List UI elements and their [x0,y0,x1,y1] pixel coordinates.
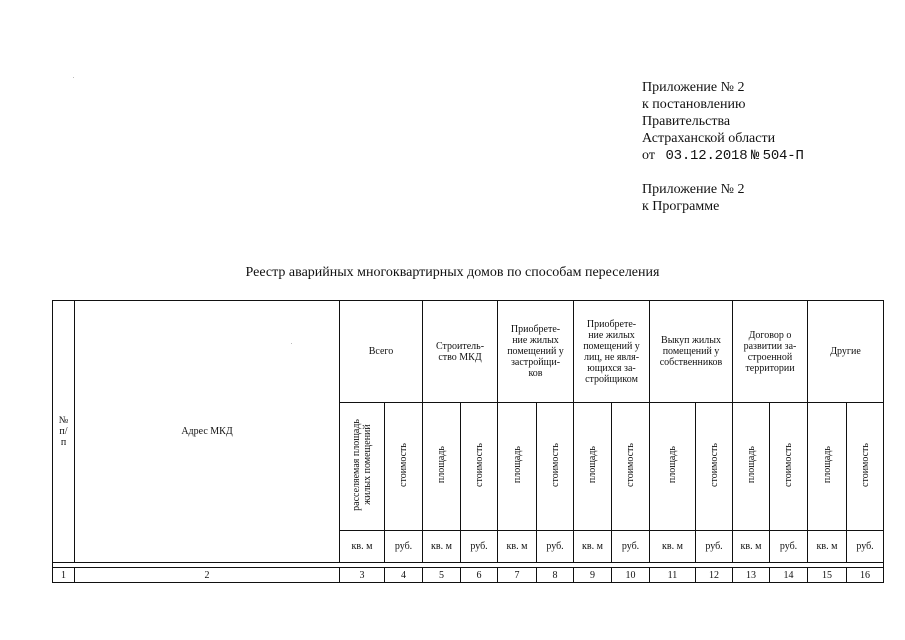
group-label-line: развитии за- [743,340,797,352]
unit-area: кв. м [808,531,847,563]
column-number: 12 [696,568,733,583]
unit-area: кв. м [498,531,537,563]
subheader-cost [385,403,423,531]
registry-table [52,300,884,583]
unit-area: кв. м [733,531,770,563]
subheader-cost [461,403,498,531]
appendix-line: к постановлению [642,97,746,112]
group-purchase-developers [498,301,574,403]
group-label-line: ние жилых [588,329,635,341]
address-header: Адрес МКД [181,426,233,437]
subheader-area [498,403,537,531]
group-label-line: ство МКД [438,351,482,363]
group-label-line: помещений у [583,340,640,352]
column-number: 9 [574,568,612,583]
group-buyout [650,301,733,403]
appendix-line: Астраханской области [642,131,776,146]
subheader-text: площадь [745,446,757,484]
group-label-line: строенной [747,351,793,363]
group-label-line: Приобрете- [586,318,637,330]
column-number: 5 [423,568,461,583]
num-header-cell [53,301,75,563]
unit-area: кв. м [423,531,461,563]
column-number: 4 [385,568,423,583]
column-number: 6 [461,568,498,583]
unit-cost: руб. [696,531,733,563]
group-development-contract [733,301,808,403]
unit-cost: руб. [385,531,423,563]
subheader-text: стоимость [708,443,720,487]
group-total-label: Всего [368,346,394,357]
column-number: 7 [498,568,537,583]
subheader-cost [612,403,650,531]
column-number: 15 [808,568,847,583]
subheader-cost [537,403,574,531]
resolution-date: 03.12.2018 [665,148,748,164]
scan-speck [291,343,292,344]
column-numbers-row [53,568,884,583]
appendix-line: Приложение № 2 [642,182,745,197]
column-number: 2 [75,568,340,583]
appendix-to-resolution-block [642,79,804,165]
column-number: 10 [612,568,650,583]
column-number: 13 [733,568,770,583]
unit-area: кв. м [650,531,696,563]
group-other-label: Другие [830,346,861,357]
subheader-area [423,403,461,531]
group-other [808,301,884,403]
subheader-text: площадь [587,446,598,484]
subheader-text: стоимость [398,443,409,487]
group-label-line: помещений у [507,346,564,357]
unit-area: кв. м [340,531,385,563]
group-label-line: Приобрете- [510,324,561,335]
group-label-line: Строитель- [435,340,485,352]
subheader-text: площадь [667,446,678,484]
subheader-text: стоимость [549,443,561,487]
unit-cost: руб. [537,531,574,563]
subheader-area [808,403,847,531]
subheader-area [574,403,612,531]
unit-area: кв. м [574,531,612,563]
group-label-line: ние жилых [512,335,559,346]
column-number: 1 [53,568,75,583]
subheader-text: площадь [436,446,447,484]
group-label-line: ющихся за- [587,362,636,374]
group-purchase-others [574,301,650,403]
subheader-resettled-area [340,403,385,531]
resolution-number: 504-П [762,148,804,164]
subheader-text: расселяемая площадь жилых помещений [351,419,373,511]
unit-cost: руб. [461,531,498,563]
registry-title: Реестр аварийных многоквартирных домов по способам переселения [245,265,660,280]
subheader-text: площадь [511,446,523,484]
column-number: 8 [537,568,574,583]
group-construction [423,301,498,403]
subheader-text: стоимость [859,443,871,487]
group-label-line: Выкуп жилых [661,335,721,346]
header-row-groups [53,301,884,403]
subheader-cost [847,403,884,531]
column-number: 3 [340,568,385,583]
group-label-line: Договор о [748,329,792,341]
subheader-text: стоимость [783,443,794,487]
group-label-line: лиц, не явля- [583,351,640,363]
number-sign: № [750,148,760,164]
subheader-text: стоимость [473,443,485,487]
subheader-text: площадь [821,446,833,484]
subheader-area [733,403,770,531]
unit-cost: руб. [612,531,650,563]
subheader-text: стоимость [625,443,636,487]
scan-speck [73,77,74,78]
appendix-line: Приложение № 2 [642,80,745,95]
group-total [340,301,423,403]
appendix-line: Правительства [642,114,731,129]
appendix-line: к Программе [642,199,720,214]
group-label-line: собственников [659,357,723,368]
unit-cost: руб. [847,531,884,563]
date-prefix: от [642,148,655,163]
subheader-cost [770,403,808,531]
appendix-date-line [642,147,804,165]
group-label-line: помещений у [662,346,720,357]
group-label-line: территории [745,362,795,374]
num-header-line: п/ [59,426,68,437]
num-header-line: № [58,415,69,426]
appendix-to-program-block [642,181,745,215]
unit-cost: руб. [770,531,808,563]
subheader-area [650,403,696,531]
group-label-line: ков [528,368,543,379]
group-label-line: застройщи- [510,357,561,368]
num-header-line: п [60,437,67,448]
column-number: 16 [847,568,884,583]
column-number: 14 [770,568,808,583]
subheader-cost [696,403,733,531]
column-number: 11 [650,568,696,583]
group-label-line: стройщиком [585,373,638,385]
address-header-cell [75,301,340,563]
